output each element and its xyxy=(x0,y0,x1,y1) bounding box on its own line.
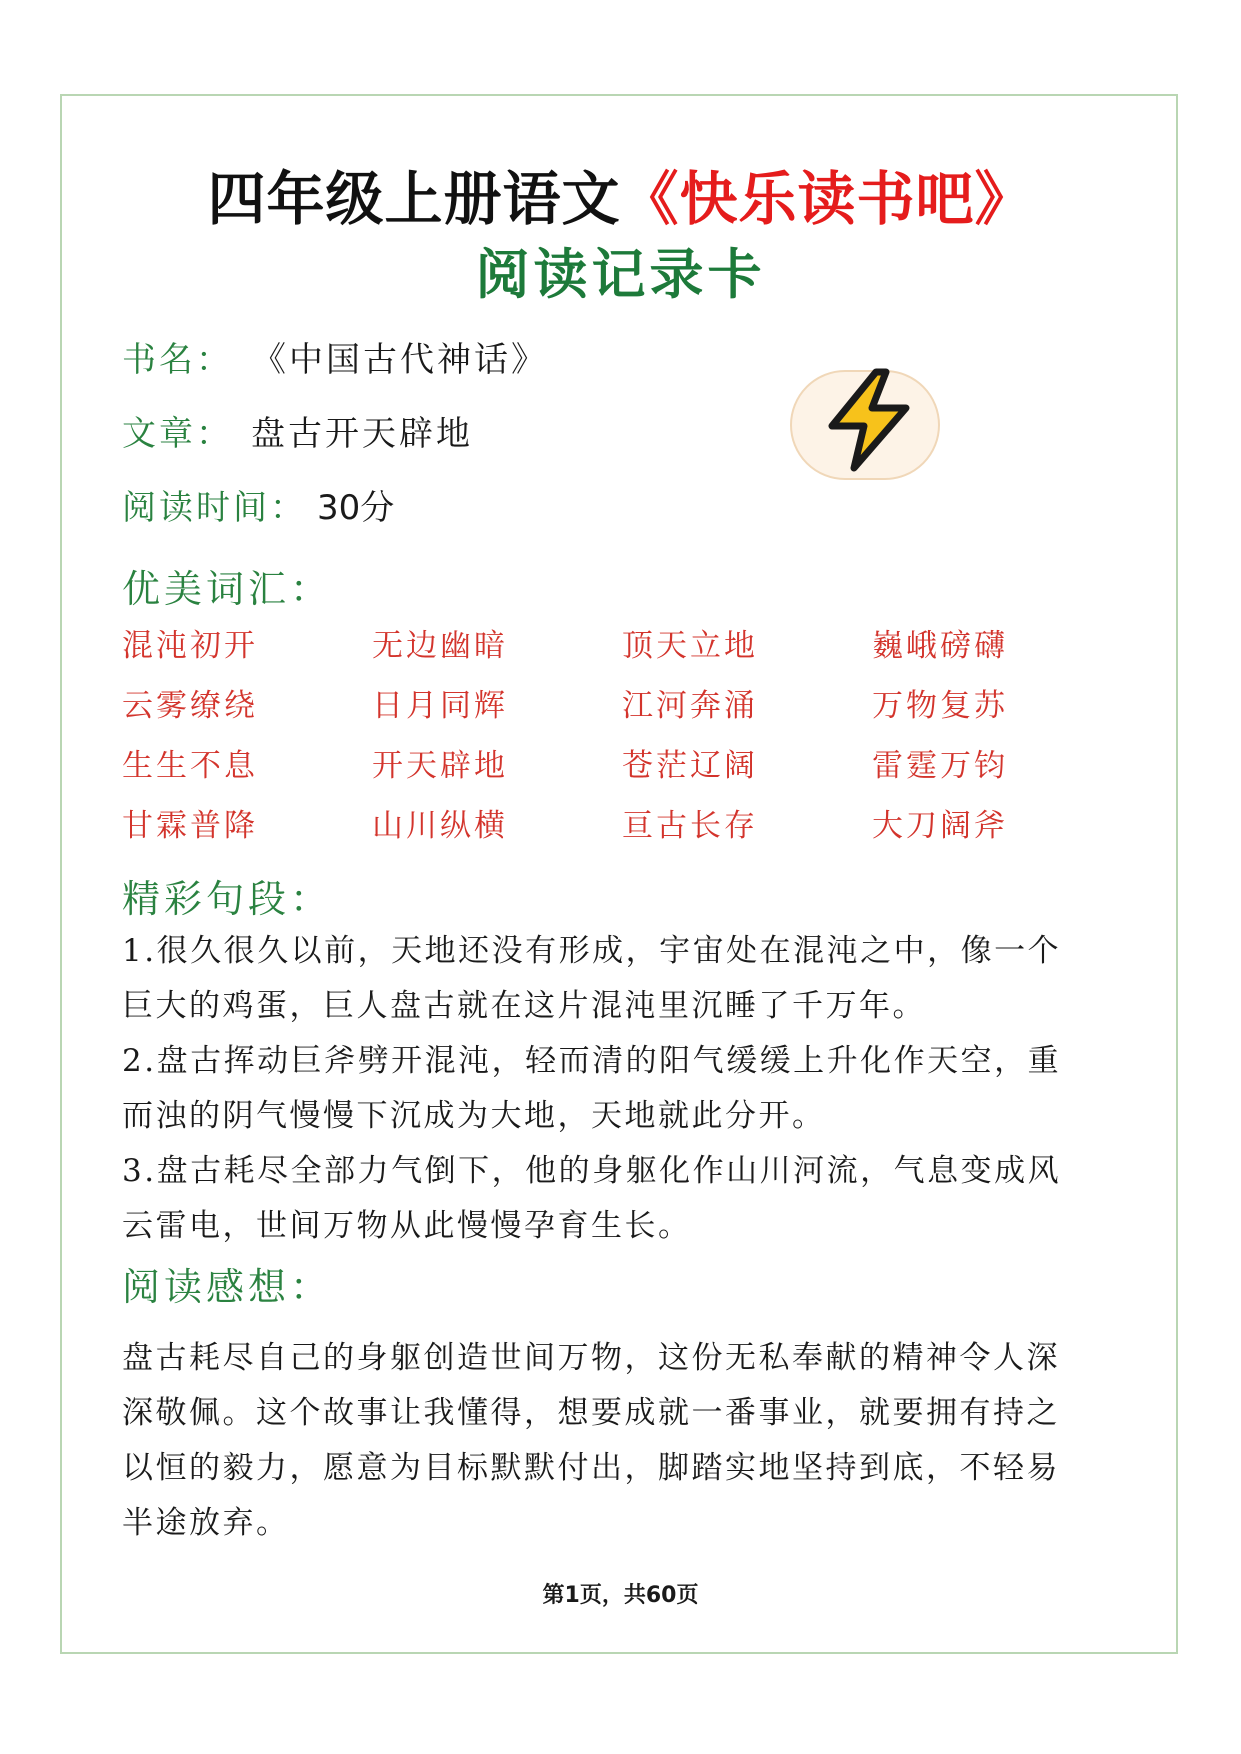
vocab-word: 云雾缭绕 xyxy=(122,688,258,724)
reading-time-value: 30分 xyxy=(317,488,395,528)
book-name-value: 《中国古代神话》 xyxy=(269,340,548,380)
thought-line: 半途放弃。 xyxy=(122,1505,290,1541)
thought-line: 盘古耗尽自己的身躯创造世间万物，这份无私奉献的精神令人深 xyxy=(122,1340,1060,1376)
vocab-word: 顶天立地 xyxy=(622,628,758,664)
sentence-line: 1.很久很久以前，天地还没有形成，宇宙处在混沌之中，像一个 xyxy=(122,933,1062,969)
lightning-bolt-icon xyxy=(814,364,924,474)
sentence-line: 3.盘古耗尽全部力气倒下，他的身躯化作山川河流，气息变成风 xyxy=(122,1153,1062,1189)
book-name-label: 书名： xyxy=(122,340,233,380)
vocab-word: 甘霖普降 xyxy=(122,808,258,844)
vocab-word: 雷霆万钧 xyxy=(872,748,1008,784)
thoughts-heading: 阅读感想： xyxy=(122,1265,333,1309)
vocab-word: 万物复苏 xyxy=(872,688,1008,724)
vocab-word: 山川纵横 xyxy=(372,808,508,844)
book-name-row xyxy=(122,332,548,381)
vocab-word: 亘古长存 xyxy=(622,808,758,844)
vocab-word: 大刀阔斧 xyxy=(872,808,1008,844)
vocab-heading: 优美词汇： xyxy=(122,567,333,611)
sentences-heading: 精彩句段： xyxy=(122,877,333,921)
reading-time-row xyxy=(122,480,394,529)
thoughts-block xyxy=(122,1330,1122,1550)
sentence-line: 而浊的阴气慢慢下沉成为大地，天地就此分开。 xyxy=(122,1098,826,1134)
sentences-block xyxy=(122,924,1122,1254)
page-title xyxy=(0,152,1241,236)
vocab-word: 生生不息 xyxy=(122,748,258,784)
title-book-series: 《快乐读书吧》 xyxy=(620,165,1034,233)
vocab-word: 无边幽暗 xyxy=(372,628,508,664)
vocab-word: 开天辟地 xyxy=(372,748,508,784)
lightning-badge xyxy=(790,370,940,480)
thought-line: 以恒的毅力，愿意为目标默默付出，脚踏实地坚持到底，不轻易 xyxy=(122,1450,1060,1486)
article-row xyxy=(122,406,473,455)
sentence-line: 云雷电，世间万物从此慢慢孕育生长。 xyxy=(122,1208,692,1244)
title-grade: 四年级上册语文 xyxy=(207,165,621,233)
page-subtitle: 阅读记录卡 xyxy=(475,242,766,306)
vocab-word: 混沌初开 xyxy=(122,628,258,664)
reading-time-label: 阅读时间： xyxy=(122,488,307,528)
vocab-word: 日月同辉 xyxy=(372,688,508,724)
sentence-line: 2.盘古挥动巨斧劈开混沌，轻而清的阳气缓缓上升化作天空，重 xyxy=(122,1043,1062,1079)
thought-line: 深敬佩。这个故事让我懂得，想要成就一番事业，就要拥有持之 xyxy=(122,1395,1060,1431)
sentence-line: 巨大的鸡蛋，巨人盘古就在这片混沌里沉睡了千万年。 xyxy=(122,988,926,1024)
article-label: 文章： xyxy=(122,414,233,454)
vocab-word: 苍茫辽阔 xyxy=(622,748,758,784)
page-number: 第1页，共60页 xyxy=(542,1583,699,1608)
article-value: 盘古开天辟地 xyxy=(251,414,473,454)
vocab-word: 巍峨磅礴 xyxy=(872,628,1008,664)
vocab-word: 江河奔涌 xyxy=(622,688,758,724)
